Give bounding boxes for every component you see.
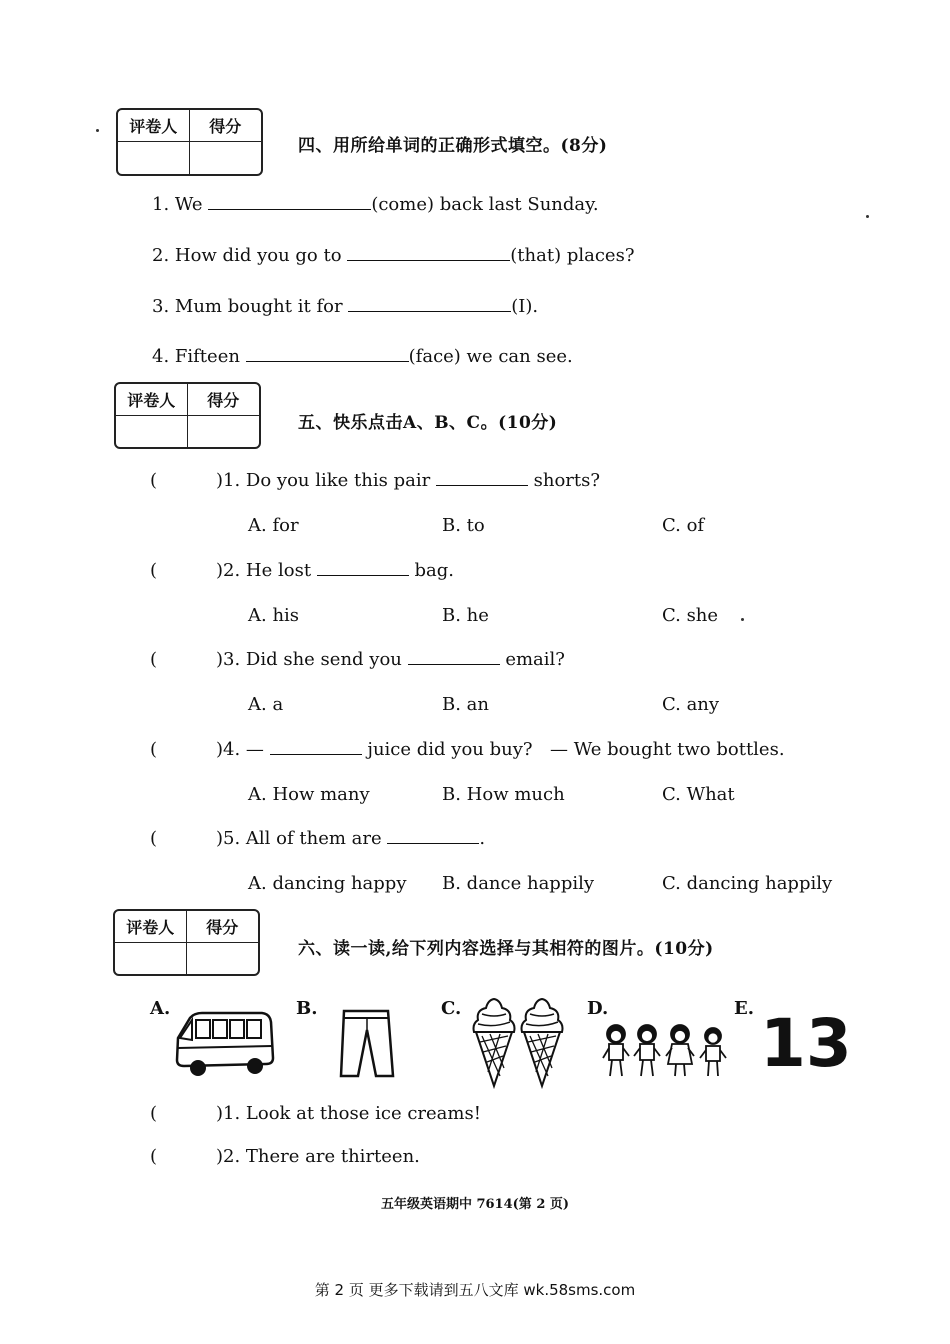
answer-blank[interactable] (246, 360, 409, 362)
section5-title: 五、快乐点击A、B、C。(10分) (298, 413, 558, 433)
reviewer-cell (116, 416, 188, 448)
match-question-1: )1. Look at those ice creams! (216, 1103, 481, 1124)
reviewer-cell (115, 943, 187, 975)
score-cell (187, 943, 259, 975)
question-2: )2. He lost bag. (216, 560, 455, 581)
score-label: 得分 (187, 911, 259, 943)
question-4-reply: — We bought two bottles. (550, 739, 785, 760)
answer-blank (408, 663, 500, 665)
answer-blank (436, 484, 528, 486)
scan-speck (96, 129, 99, 132)
answer-paren[interactable]: ( (150, 560, 158, 581)
answer-blank[interactable] (347, 259, 510, 261)
fill-item-4: 4. Fifteen (face) we can see. (152, 346, 573, 367)
ice-cream-icon (470, 996, 566, 1090)
option-a[interactable]: A. his (248, 605, 300, 626)
answer-paren[interactable]: ( (150, 739, 158, 760)
fill-item-2: 2. How did you go to (that) places? (152, 245, 635, 266)
section4-title: 四、用所给单词的正确形式填空。(8分) (298, 136, 608, 156)
option-a[interactable]: A. How many (248, 784, 370, 805)
number-thirteen: 13 (760, 1005, 852, 1082)
children-icon (600, 1022, 730, 1080)
answer-blank (317, 574, 409, 576)
option-c[interactable]: C. What (662, 784, 735, 805)
score-label: 得分 (188, 384, 260, 416)
scan-speck (866, 215, 869, 218)
picture-label-a: A. (150, 998, 171, 1019)
question-5: )5. All of them are . (216, 828, 486, 849)
page-footer: 五年级英语期中 7614(第 2 页) (380, 1197, 570, 1212)
question-1: )1. Do you like this pair shorts? (216, 470, 601, 491)
bus-icon (170, 1008, 280, 1080)
score-cell (190, 142, 262, 174)
picture-label-d: D. (587, 998, 609, 1019)
section6-title: 六、读一读,给下列内容选择与其相符的图片。(10分) (298, 939, 714, 959)
option-b[interactable]: B. an (442, 694, 489, 715)
answer-paren[interactable]: ( (150, 470, 158, 491)
answer-blank (387, 842, 479, 844)
answer-paren[interactable]: ( (150, 828, 158, 849)
score-cell (188, 416, 260, 448)
option-a[interactable]: A. dancing happy (248, 873, 407, 894)
option-c[interactable]: C. she (662, 605, 719, 626)
question-3: )3. Did she send you email? (216, 649, 565, 670)
option-b[interactable]: B. to (442, 515, 485, 536)
option-c[interactable]: C. dancing happily (662, 873, 833, 894)
picture-label-b: B. (296, 998, 318, 1019)
reviewer-label: 评卷人 (116, 384, 188, 416)
reviewer-cell (118, 142, 190, 174)
answer-blank[interactable] (208, 208, 371, 210)
answer-paren[interactable]: ( (150, 1103, 158, 1124)
score-box (116, 108, 263, 176)
option-a[interactable]: A. for (248, 515, 299, 536)
download-note: 第 2 页 更多下载请到五八文库 wk.58sms.com (314, 1281, 636, 1299)
question-4: )4. — juice did you buy? (216, 739, 533, 760)
reviewer-label: 评卷人 (115, 911, 187, 943)
fill-item-3: 3. Mum bought it for (I). (152, 296, 539, 317)
option-b[interactable]: B. dance happily (442, 873, 595, 894)
answer-blank (270, 753, 362, 755)
picture-label-e: E. (734, 998, 754, 1019)
score-box (114, 382, 261, 449)
option-a[interactable]: A. a (248, 694, 284, 715)
picture-label-c: C. (441, 998, 462, 1019)
answer-paren[interactable]: ( (150, 1146, 158, 1167)
scan-speck (741, 618, 744, 621)
option-b[interactable]: B. How much (442, 784, 565, 805)
answer-blank[interactable] (348, 310, 511, 312)
score-label: 得分 (190, 110, 262, 142)
answer-paren[interactable]: ( (150, 649, 158, 670)
match-question-2: )2. There are thirteen. (216, 1146, 420, 1167)
reviewer-label: 评卷人 (118, 110, 190, 142)
score-box (113, 909, 260, 976)
option-c[interactable]: C. of (662, 515, 705, 536)
option-b[interactable]: B. he (442, 605, 489, 626)
fill-item-1: 1. We (come) back last Sunday. (152, 194, 599, 215)
option-c[interactable]: C. any (662, 694, 720, 715)
trousers-icon (338, 1008, 396, 1080)
